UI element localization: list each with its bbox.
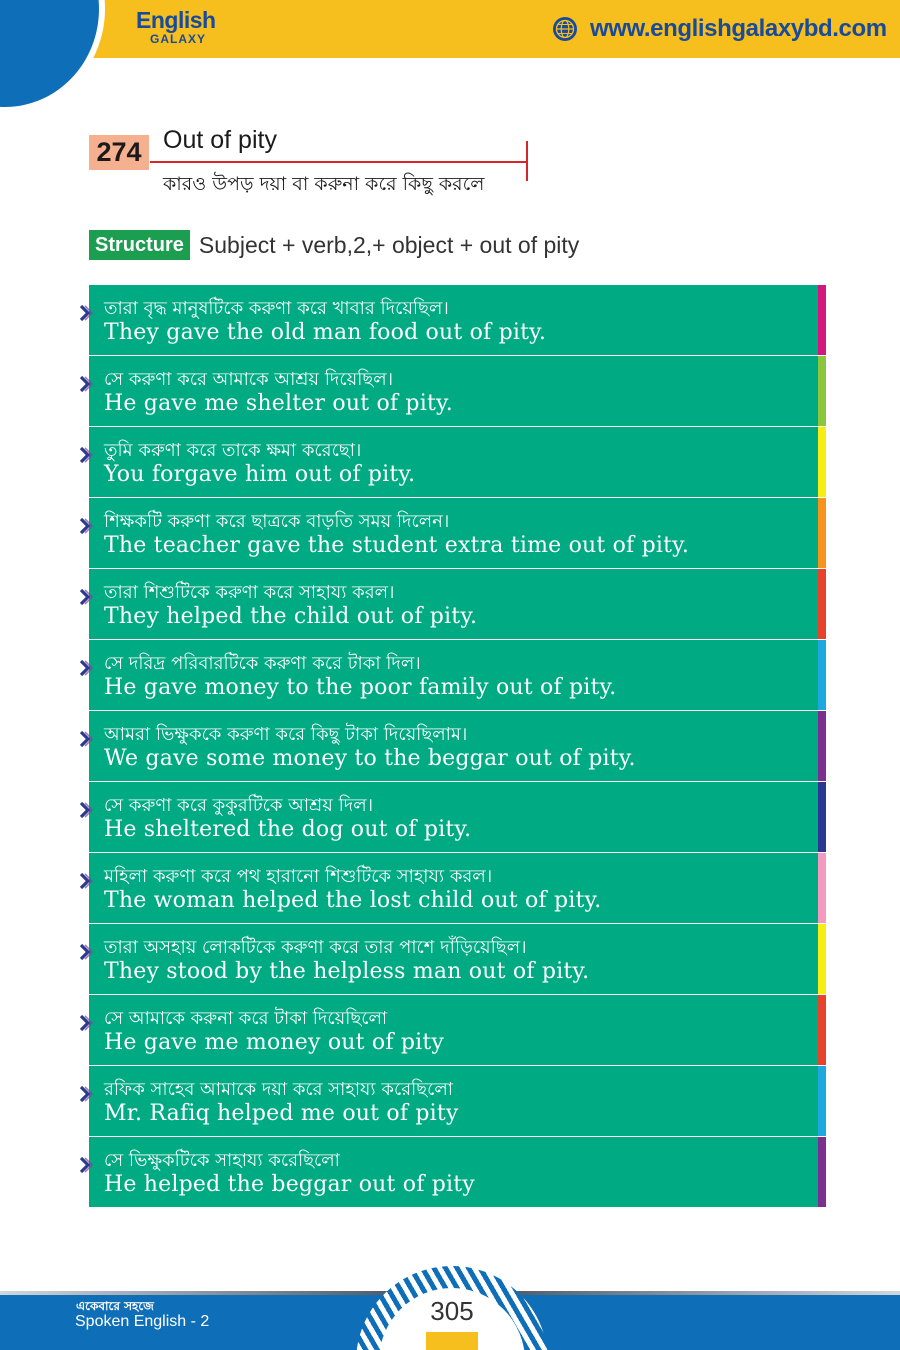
example-row	[0, 356, 900, 427]
example-row-accent	[818, 782, 826, 852]
example-english: He gave me money out of pity	[104, 1030, 445, 1055]
globe-icon	[552, 16, 578, 42]
example-row-accent	[818, 356, 826, 426]
chevron-right-icon	[80, 731, 94, 747]
example-row-accent	[818, 995, 826, 1065]
example-row	[0, 640, 900, 711]
example-row	[0, 782, 900, 853]
example-bangla: আমরা ভিক্ষুককে করুণা করে কিছু টাকা দিয়েছিলাম।	[104, 724, 468, 745]
chevron-right-icon	[80, 1157, 94, 1173]
example-english: We gave some money to the beggar out of pity.	[104, 746, 636, 771]
example-row	[0, 1066, 900, 1137]
lesson-meaning: কারও উপড় দয়া বা করুনা করে কিছু করলে	[163, 173, 485, 195]
lesson-phrase: Out of pity	[163, 126, 277, 154]
chevron-right-icon	[80, 1015, 94, 1031]
example-row	[0, 853, 900, 924]
example-row-accent	[818, 427, 826, 497]
example-row	[0, 924, 900, 995]
corner-circle	[0, 0, 105, 113]
logo-word-english: English	[136, 7, 216, 33]
example-english: He gave money to the poor family out of pity.	[104, 675, 617, 700]
structure-line	[89, 230, 579, 260]
example-english: He gave me shelter out of pity.	[104, 391, 453, 416]
chevron-right-icon	[80, 660, 94, 676]
example-english: They gave the old man food out of pity.	[104, 320, 547, 345]
example-bangla: সে করুণা করে কুকুরটিকে আশ্রয় দিল।	[104, 795, 374, 816]
chevron-right-icon	[80, 589, 94, 605]
english-galaxy-logo[interactable]	[136, 8, 226, 50]
example-bangla: সে করুণা করে আমাকে আশ্রয় দিয়েছিল।	[104, 369, 394, 390]
example-list	[0, 285, 900, 1208]
example-row	[0, 569, 900, 640]
chevron-right-icon	[80, 305, 94, 321]
example-row	[0, 1137, 900, 1208]
example-row-accent	[818, 1066, 826, 1136]
example-bangla: তারা বৃদ্ধ মানুষটিকে করুণা করে খাবার দিয়েছিল।	[104, 298, 449, 319]
example-row-accent	[818, 711, 826, 781]
example-row-accent	[818, 569, 826, 639]
example-english: He helped the beggar out of pity	[104, 1172, 475, 1197]
title-underline	[150, 161, 528, 163]
example-row-accent	[818, 640, 826, 710]
example-bangla: মহিলা করুণা করে পথ হারানো শিশুটিকে সাহায্য করল।	[104, 866, 493, 887]
example-row-accent	[818, 1137, 826, 1207]
footer-book-title: Spoken English - 2	[75, 1313, 210, 1330]
example-english: He sheltered the dog out of pity.	[104, 817, 472, 842]
example-row-accent	[818, 498, 826, 568]
chevron-right-icon	[80, 447, 94, 463]
chevron-right-icon	[80, 518, 94, 534]
chevron-right-icon	[80, 1086, 94, 1102]
title-underline-tick	[526, 141, 528, 181]
example-bangla: রফিক সাহেব আমাকে দয়া করে সাহায্য করেছিলো	[104, 1079, 454, 1100]
example-english: They stood by the helpless man out of pity.	[104, 959, 590, 984]
example-row	[0, 498, 900, 569]
chevron-right-icon	[80, 944, 94, 960]
example-row	[0, 285, 900, 356]
example-row	[0, 711, 900, 782]
example-bangla: সে ভিক্ষুকটিকে সাহায্য করেছিলো	[104, 1150, 340, 1171]
example-bangla: তারা অসহায় লোকটিকে করুণা করে তার পাশে দাঁড়িয়েছিল।	[104, 937, 527, 958]
example-row-accent	[818, 285, 826, 355]
chevron-right-icon	[80, 376, 94, 392]
example-row-accent	[818, 924, 826, 994]
example-english: The teacher gave the student extra time out of pity.	[104, 533, 690, 558]
structure-formula: Subject + verb,2,+ object + out of pity	[198, 231, 580, 258]
example-row	[0, 995, 900, 1066]
example-bangla: তারা শিশুটিকে করুণা করে সাহায্য করল।	[104, 582, 395, 603]
example-english: They helped the child out of pity.	[104, 604, 478, 629]
example-row-accent	[818, 853, 826, 923]
logo-word-galaxy: GALAXY	[150, 32, 207, 46]
structure-badge: Structure	[89, 230, 190, 260]
example-bangla: সে আমাকে করুনা করে টাকা দিয়েছিলো	[104, 1008, 388, 1029]
footer-book-title-bn: একেবারে সহজে	[76, 1299, 154, 1313]
example-english: The woman helped the lost child out of pity.	[104, 888, 602, 913]
example-english: Mr. Rafiq helped me out of pity	[104, 1101, 459, 1126]
lesson-number: 274	[89, 135, 149, 170]
example-bangla: শিক্ষকটি করুণা করে ছাত্রকে বাড়তি সময় দিলেন।	[104, 511, 450, 532]
example-bangla: তুমি করুণা করে তাকে ক্ষমা করেছো।	[104, 440, 362, 461]
page-number-tab	[426, 1332, 478, 1350]
chevron-right-icon	[80, 873, 94, 889]
website-url: www.englishgalaxybd.com	[590, 15, 887, 42]
website-link[interactable]	[552, 13, 887, 45]
page-number: 305	[430, 1296, 474, 1326]
example-english: You forgave him out of pity.	[104, 462, 416, 487]
chevron-right-icon	[80, 802, 94, 818]
example-bangla: সে দরিদ্র পরিবারটিকে করুণা করে টাকা দিল।	[104, 653, 421, 674]
example-row	[0, 427, 900, 498]
